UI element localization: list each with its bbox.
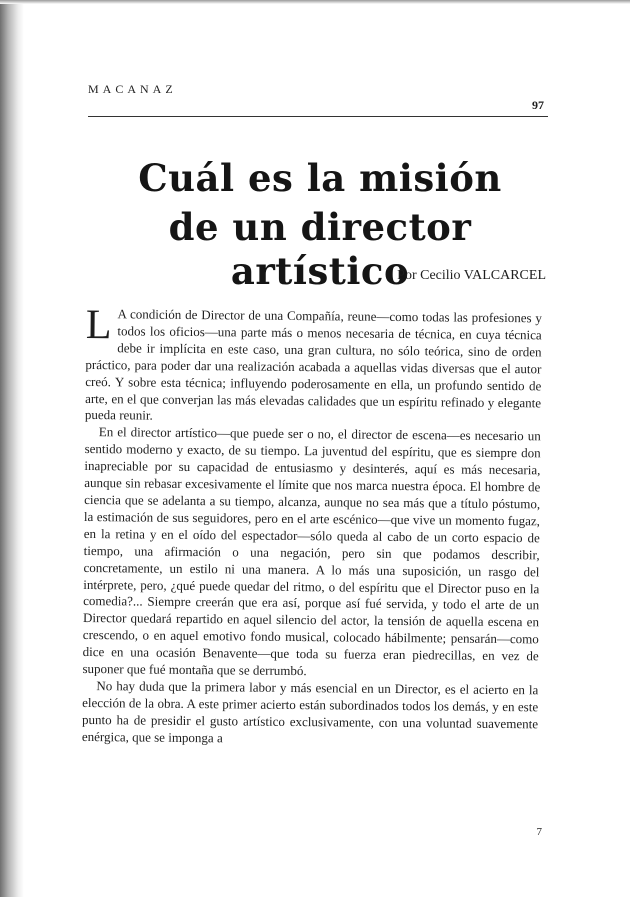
paragraph-3: No hay duda que la primera labor y más esencial en un Director, es el acierto en la elección de la obra. A este primer acierto están subordinados todos los demás, y en este punto ha de presidir el gusto artístico exclusivamente, con una voluntad suavemente enérgica, que se imponga a	[81, 678, 539, 745]
article-body	[81, 302, 542, 840]
paragraph-1	[84, 302, 542, 429]
article-title-line-1: Cuál es la misión	[138, 156, 502, 200]
top-edge-shadow	[0, 0, 630, 4]
signature-mark: 7	[536, 826, 542, 838]
paragraph-2: En el director artístico—que puede ser o no, el director de escena—es necesario un sentido moderno y exacto, de su tiempo. La juventud del espíritu, que es siempre don inapreciable por su capacidad de entusiasmo y desinterés, aquí es más necesaria, aunque sin rebasar excesivamente el límite que nos marca nuestra época. El hombre de ciencia que se adelanta a su tiempo, alcanza, aunque no sea más que a título póstumo, la estimación de sus seguidores, pero en el arte escénico—que vive un momento fugaz, en la retina y en el oído del espectador—sólo queda al cabo de un corto espacio de tiempo, una afirmación o una negación, pero sin que podamos describir, concretamente, un estilo ni una manera. A lo más una suposición, un rasgo del intérprete, pero, ¿qué puede quedar del ritmo, o del espíritu que el Director puso en la comedia?... Siempre creerán que era así, porque así fué servida, y todo el arte de un Director quedará repartido en aquel silencio del actor, la tensión de aquella escena en crescendo, o en aquel emotivo fondo musical, colocado hábilmente; pensarán—como dice en una ocasión Benavente—que toda su fuerza eran piedrecillas, en vez de suponer que fué montaña que se derrumbó.	[82, 424, 541, 679]
binding-shadow	[0, 0, 24, 897]
page-number: 97	[532, 98, 544, 112]
article-title-line-2: de un director artístico	[168, 205, 472, 293]
drop-cap: L	[85, 302, 112, 349]
paragraph-1-text: A condición de Director de una Compañía, reune—como todas las profesiones y todos los oficios—una parte más o menos necesaria de técnica, en cuya técnica debe ir implícita en este caso, una gran cultura, no sólo teórica, sino de orden práctico, para poder dar una realización acabada a aquellas vidas diversas que el autor creó. Y sobre esta técnica; influyendo poderosamente en ella, un profundo sentido de arte, en el que converjan las más elevadas calidades que un espíritu refinado y elegante pueda reunir.	[84, 306, 542, 424]
header-rule	[88, 116, 548, 117]
running-title: MACANAZ	[88, 82, 177, 96]
author-byline: Por Cecilio VALCARCEL	[397, 268, 546, 283]
